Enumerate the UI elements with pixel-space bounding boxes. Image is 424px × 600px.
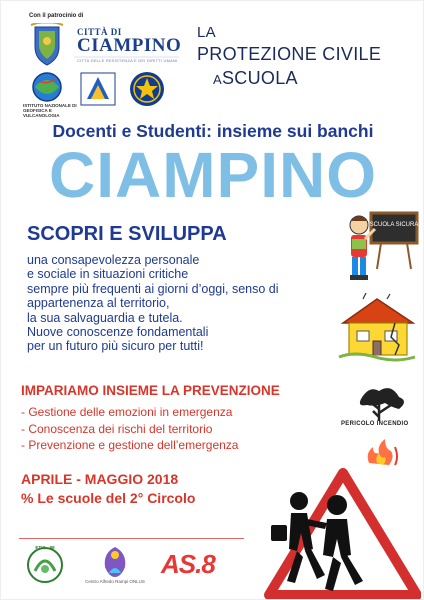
city-headline: CIAMPINO <box>49 139 377 211</box>
fire-danger-label: PERICOLO INCENDIO <box>341 421 409 427</box>
protezione-civile-logo-icon <box>81 73 115 105</box>
etic-logo-icon <box>25 545 65 587</box>
subtitle: Docenti e Studenti: insieme sui banchi <box>52 121 374 141</box>
schools-label: % Le scuole del 2° Circolo <box>21 490 196 506</box>
ingv-caption: ISTITUTO NAZIONALE DI GEOFISICA E VULCANOLOGIA <box>23 103 77 118</box>
city-motto: CITTÀ DELLE RESISTENZA E DEI DIRITTI UMANI <box>77 58 178 63</box>
as8-logo: AS.8 <box>161 549 215 579</box>
title-line-3-a: A <box>213 72 222 87</box>
title-line-3-b: SCUOLA <box>221 68 298 88</box>
city-name-label: CIAMPINO <box>77 35 182 56</box>
body-line: e sociale in situazioni critiche <box>27 267 189 282</box>
poster-title <box>197 23 407 92</box>
list-item: - Prevenzione e gestione dell’emergenza <box>21 438 239 452</box>
damaged-house-illustration <box>335 293 419 363</box>
prevention-heading: IMPARIAMO INSIEME LA PREVENZIONE <box>21 383 280 398</box>
title-line-1: LA <box>197 24 216 41</box>
dates-label: APRILE - MAGGIO 2018 <box>21 471 179 487</box>
footer-divider <box>19 538 244 539</box>
body-line: per un futuro più sicuro per tutti! <box>27 339 204 354</box>
body-line: una consapevolezza personale <box>27 253 200 267</box>
title-line-3 <box>197 66 407 92</box>
body-line: sempre più frequenti ai giorni d’oggi, senso di <box>27 281 279 296</box>
city-small-label: CITTÀ DI <box>77 27 122 37</box>
school-crossing-sign-illustration <box>241 463 421 599</box>
body-line: la sua salvaguardia e tutela. <box>27 310 183 325</box>
teacher-board-illustration <box>341 209 421 287</box>
discover-heading: SCOPRI E SVILUPPA <box>27 223 227 245</box>
emergency-star-logo-icon <box>130 72 164 106</box>
title-line-2: PROTEZIONE CIVILE <box>197 44 382 64</box>
list-item: - Conoscenza dei rischi del territorio <box>21 421 213 436</box>
body-text <box>27 253 327 354</box>
body-line: Nuove conoscenze fondamentali <box>27 325 209 340</box>
rampi-logo-icon <box>97 543 133 579</box>
list-item: - Gestione delle emozioni in emergenza <box>21 405 233 419</box>
body-line: appartenenza al territorio, <box>27 296 170 311</box>
patronage-label: Con il patrocinio di <box>29 13 84 19</box>
etic-caption: ETIC - 98 <box>35 545 55 550</box>
ingv-logo-icon <box>33 73 61 101</box>
board-text: SCUOLA SICURA <box>369 222 419 228</box>
rampi-caption: Centro Alfredo Rampi ONLUS <box>85 579 145 584</box>
prevention-list <box>21 404 238 454</box>
